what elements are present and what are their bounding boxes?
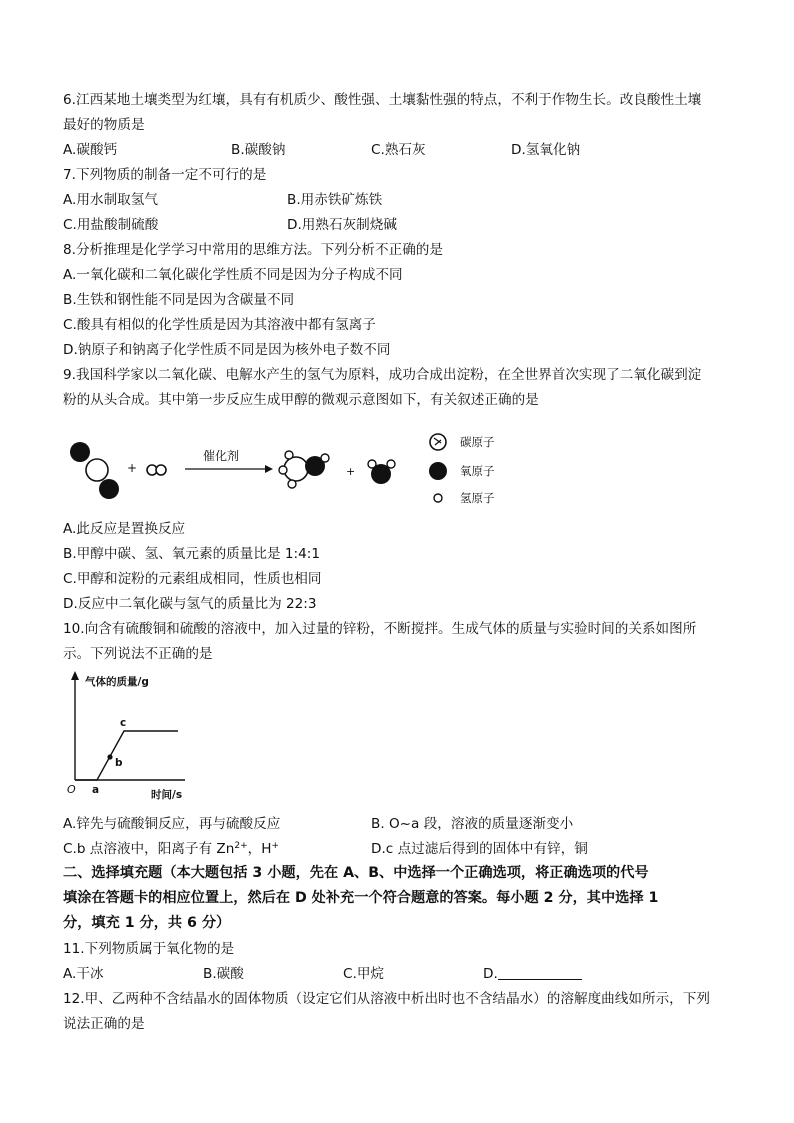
gas-mass-curve — [75, 731, 178, 780]
point-b-marker — [107, 754, 112, 759]
q10-option-c: C.b 点溶液中，阳离子有 $Zn^{2+}$，H+ — [63, 841, 280, 857]
q9-stem-line1: 9.我国科学家以二氧化碳、电解水产生的氢气为原料，成功合成出淀粉，在全世界首次实现了二氧化碳到淀 — [63, 367, 702, 383]
q10-option-b: B. O~a 段，溶液的质量逐渐变小 — [371, 816, 574, 832]
q6-option-a: A.碳酸钙 — [63, 142, 118, 158]
plus-sign-2: + — [346, 465, 356, 478]
q10-stem-line2: 示。下列说法不正确的是 — [63, 646, 213, 662]
q8-option-d: D.钠原子和钠离子化学性质不同是因为核外电子数不同 — [63, 342, 391, 358]
q9-option-d: D.反应中二氧化碳与氢气的质量比为 22:3 — [63, 596, 317, 612]
graph-x-axis-label: 时间/s — [151, 789, 183, 801]
q10-option-a: A.锌先与硫酸铜反应，再与硫酸反应 — [63, 816, 281, 832]
graph-point-c: c — [120, 717, 127, 729]
q10-option-d: D.c 点过滤后得到的固体中有锌，铜 — [371, 841, 588, 857]
q9-stem-line2: 粉的从头合成。其中第一步反应生成甲醇的微观示意图如下，有关叙述正确的是 — [63, 392, 539, 408]
hydrogen-molecule — [147, 465, 166, 475]
graph-origin-label: O — [67, 783, 76, 796]
carbon-dioxide-molecule — [70, 442, 119, 499]
q9-option-c: C.甲醇和淀粉的元素组成相同，性质也相同 — [63, 571, 322, 587]
q10-stem-line1: 10.向含有硫酸铜和硫酸的溶液中，加入过量的锌粉，不断搅拌。生成气体的质量与实验时间的关系如图所 — [63, 621, 697, 637]
gas-mass-graph — [63, 668, 203, 808]
q7-option-d: D.用熟石灰制烧碱 — [287, 217, 397, 233]
q8-stem: 8.分析推理是化学学习中常用的思维方法。下列分析不正确的是 — [63, 242, 443, 258]
q11-option-b: B.碳酸 — [203, 966, 244, 982]
q6-option-d: D.氢氧化钠 — [511, 142, 581, 158]
legend-hydrogen-label: 氢原子 — [460, 491, 495, 505]
q9-option-a: A.此反应是置换反应 — [63, 521, 186, 537]
q9-option-b: B.甲醇中碳、氢、氧元素的质量比是 1:4:1 — [63, 546, 320, 562]
q6-option-c: C.熟石灰 — [371, 142, 426, 158]
q11-stem: 11.下列物质属于氧化物的是 — [63, 941, 235, 957]
q11-option-d: D. — [483, 965, 582, 983]
catalyst-label: 催化剂 — [203, 449, 240, 463]
graph-point-a: a — [92, 784, 100, 796]
q6-stem-line2: 最好的物质是 — [63, 117, 145, 133]
arrow-head — [265, 465, 273, 473]
q6-stem-line1: 6.江西某地土壤类型为红壤，具有有机质少、酸性强、土壤黏性强的特点，不利于作物生长。改良酸性土壤 — [63, 92, 702, 108]
methanol-molecule — [279, 451, 329, 488]
q7-stem: 7.下列物质的制备一定不可行的是 — [63, 167, 267, 183]
section-2-heading-line1: 二、选择填充题（本大题包括 3 小题，先在 A、B、中选择一个正确选项，将正确选项的代号 — [63, 865, 649, 881]
section-2-heading-line2: 填涂在答题卡的相应位置上，然后在 D 处补充一个符合题意的答案。每小题 2 分，其中选择 1 — [63, 890, 659, 906]
q6-option-b: B.碳酸钠 — [231, 142, 286, 158]
reaction-diagram — [63, 418, 529, 514]
graph-point-b: b — [115, 757, 123, 769]
q8-option-a: A.一氧化碳和二氧化碳化学性质不同是因为分子构成不同 — [63, 267, 403, 283]
graph-y-axis-label: 气体的质量/g — [85, 676, 149, 688]
plus-sign-1: + — [127, 461, 138, 475]
section-2-heading-line3: 分，填充 1 分，共 6 分） — [63, 915, 231, 931]
q12-stem-line2: 说法正确的是 — [63, 1016, 145, 1032]
q7-option-a: A.用水制取氢气 — [63, 192, 158, 208]
legend-carbon-label: 碳原子 — [460, 435, 495, 449]
q11-answer-blank[interactable] — [498, 966, 582, 980]
water-molecule — [368, 460, 395, 484]
q11-option-c: C.甲烷 — [343, 966, 385, 982]
q8-option-c: C.酸具有相似的化学性质是因为其溶液中都有氢离子 — [63, 317, 376, 333]
q7-option-b: B.用赤铁矿炼铁 — [287, 192, 383, 208]
q12-stem-line1: 12.甲、乙两种不含结晶水的固体物质（设定它们从溶液中析出时也不含结晶水）的溶解度曲线如所示，下列 — [63, 991, 710, 1007]
q7-option-c: C.用盐酸制硫酸 — [63, 217, 159, 233]
legend-oxygen-label: 氧原子 — [460, 464, 495, 478]
q11-option-a: A.干冰 — [63, 966, 104, 982]
q8-option-b: B.生铁和钢性能不同是因为含碳量不同 — [63, 292, 295, 308]
diagram-legend — [429, 434, 495, 505]
